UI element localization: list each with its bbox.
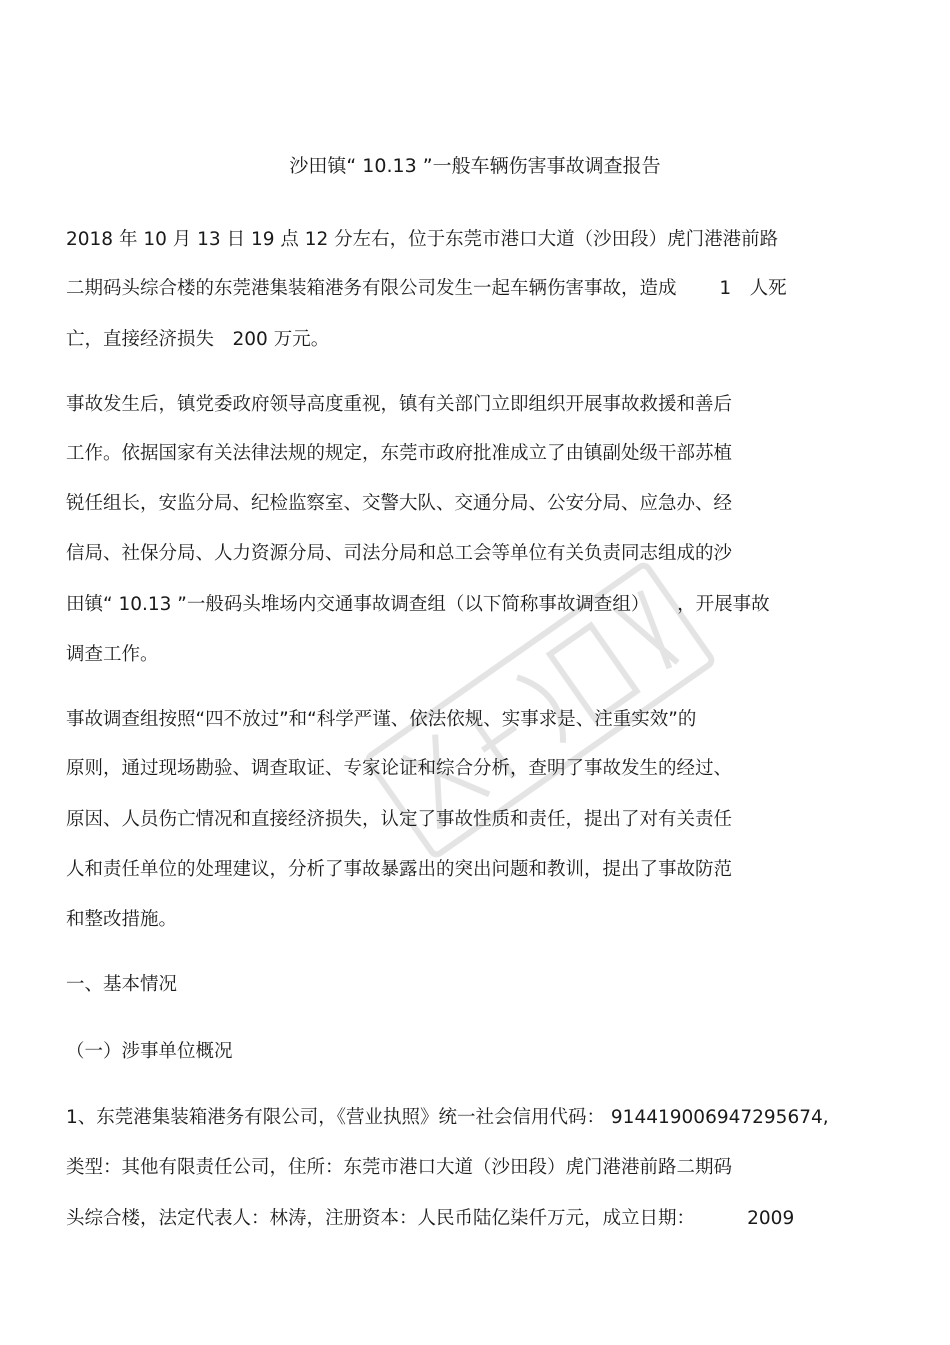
paragraph-line: 头综合楼，法定代表人：林涛，注册资本：人民币陆亿柒仟万元，成立日期： 2009 — [66, 1208, 795, 1229]
paragraph-line: 事故调查组按照“四不放过”和“科学严谨、依法依规、实事求是、注重实效”的 — [66, 709, 697, 730]
paragraph-line: 田镇“ 10.13 ”一般码头堆场内交通事故调查组（以下简称事故调查组） ，开展事故 — [66, 594, 770, 615]
paragraph-line: 原则，通过现场勘验、调查取证、专家论证和综合分析，查明了事故发生的经过、 — [66, 758, 733, 779]
paragraph-line: 1、东莞港集装箱港务有限公司，《营业执照》统一社会信用代码： 914419006947295674, — [66, 1107, 829, 1128]
paragraph-line: 类型：其他有限责任公司，住所：东莞市港口大道（沙田段）虎门港港前路二期码 — [66, 1157, 733, 1178]
paragraph-line: 信局、社保分局、人力资源分局、司法分局和总工会等单位有关负责同志组成的沙 — [66, 543, 733, 564]
paragraph-line: 调查工作。 — [66, 644, 159, 665]
paragraph-line: 人和责任单位的处理建议，分析了事故暴露出的突出问题和教训，提出了事故防范 — [66, 859, 733, 880]
paragraph-line: 工作。依据国家有关法律法规的规定，东莞市政府批准成立了由镇副处级干部苏植 — [66, 443, 733, 464]
document-title: 沙田镇“ 10.13 ”一般车辆伤害事故调查报告 — [289, 155, 661, 177]
paragraph-line: 原因、人员伤亡情况和直接经济损失，认定了事故性质和责任，提出了对有关责任 — [66, 809, 733, 830]
subsection-heading: （一）涉事单位概况 — [66, 1041, 233, 1062]
paragraph-line: 和整改措施。 — [66, 909, 178, 930]
paragraph-line: 锐任组长，安监分局、纪检监察室、交警大队、交通分局、公安分局、应急办、经 — [66, 493, 733, 514]
paragraph-line: 事故发生后，镇党委政府领导高度重视，镇有关部门立即组织开展事故救援和善后 — [66, 394, 733, 415]
section-heading: 一、基本情况 — [66, 974, 178, 995]
paragraph-line: 2018 年 10 月 13 日 19 点 12 分左右，位于东莞市港口大道（沙田段）虎门港港前路 — [66, 229, 779, 250]
paragraph-line: 二期码头综合楼的东莞港集装箱港务有限公司发生一起车辆伤害事故，造成 1 人死 — [66, 278, 787, 299]
paragraph-line: 亡，直接经济损失 200 万元。 — [66, 329, 330, 350]
